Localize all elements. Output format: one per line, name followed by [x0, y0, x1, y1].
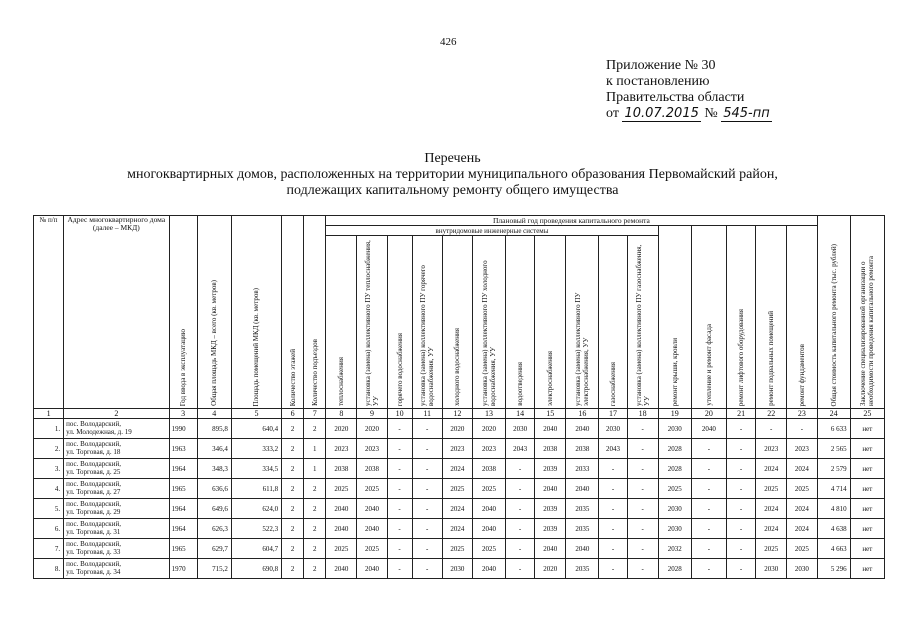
table-cell: 2024 [756, 459, 787, 479]
table-cell: - [412, 539, 442, 559]
address-settlement: пос. Володарский, [66, 480, 121, 488]
table-cell: - [727, 539, 756, 559]
header-gas: газоснабжения [599, 236, 627, 409]
table-cell: 2020 [326, 419, 357, 439]
table-cell: 2030 [506, 419, 535, 439]
column-number: 11 [412, 409, 442, 419]
table-cell: - [691, 499, 726, 519]
table-cell: 346,4 [197, 439, 231, 459]
header-total-cost: Общая стоимость капитального ремонта (тыс. рублей) [817, 216, 850, 409]
table-cell: 522,3 [231, 519, 281, 539]
table-cell: - [727, 499, 756, 519]
table-cell: 1963 [169, 439, 197, 459]
appendix-date-line [606, 106, 772, 122]
table-cell: - [387, 559, 412, 579]
table-cell: 895,8 [197, 419, 231, 439]
table-cell: - [627, 539, 658, 559]
table-row [34, 499, 885, 519]
table-cell: 2023 [442, 439, 472, 459]
column-number: 4 [197, 409, 231, 419]
table-cell: 2025 [472, 539, 505, 559]
header-systems-group: внутридомовые инженерные системы [326, 226, 658, 236]
page-number: 426 [440, 36, 457, 48]
address-street: ул. Торговая, д. 33 [66, 547, 121, 556]
row-number: 7. [34, 539, 64, 559]
table-cell: - [691, 539, 726, 559]
row-address [64, 499, 169, 519]
table-row [34, 559, 885, 579]
table-cell: 624,0 [231, 499, 281, 519]
row-address [64, 559, 169, 579]
table-cell: 2035 [566, 499, 599, 519]
table-cell: 2039 [535, 519, 566, 539]
address-settlement: пос. Володарский, [66, 560, 121, 568]
header-year-built: Год ввода в эксплуатацию [169, 216, 197, 409]
table-cell: 604,7 [231, 539, 281, 559]
table-cell: 2025 [658, 479, 691, 499]
column-number: 21 [727, 409, 756, 419]
address-settlement: пос. Володарский, [66, 500, 121, 508]
column-number: 13 [472, 409, 505, 419]
table-cell: 2040 [357, 499, 387, 519]
appendix-title: Приложение № 30 [606, 58, 716, 73]
table-cell: 2043 [599, 439, 627, 459]
table-cell: нет [850, 519, 884, 539]
table-cell: 2020 [442, 419, 472, 439]
table-cell: 2040 [566, 419, 599, 439]
table-cell: 2030 [756, 559, 787, 579]
table-cell: 2024 [756, 519, 787, 539]
table-cell: 2024 [442, 519, 472, 539]
address-street: ул. Торговая, д. 18 [66, 447, 121, 456]
table-cell: 2 [282, 479, 304, 499]
header-facade: утепление и ремонт фасада [691, 226, 726, 409]
header-total-area: Общая площадь МКД – всего (кв. метров) [197, 216, 231, 409]
table-cell: 2 565 [817, 439, 850, 459]
table-cell: 2 [282, 539, 304, 559]
table-cell: - [599, 499, 627, 519]
address-settlement: пос. Володарский, [66, 540, 121, 548]
row-number: 4. [34, 479, 64, 499]
table-cell: - [627, 499, 658, 519]
row-address [64, 539, 169, 559]
table-cell: 2040 [326, 499, 357, 519]
table-cell: 2030 [658, 419, 691, 439]
table-cell: 2024 [787, 499, 817, 519]
table-cell: 2040 [566, 539, 599, 559]
column-number: 6 [282, 409, 304, 419]
table-cell: 2025 [326, 539, 357, 559]
table-cell: - [691, 519, 726, 539]
row-number: 8. [34, 559, 64, 579]
table-cell: - [506, 459, 535, 479]
column-number: 5 [231, 409, 281, 419]
table-cell: 649,6 [197, 499, 231, 519]
table-cell: 2 [304, 539, 326, 559]
row-number: 2. [34, 439, 64, 459]
table-cell: 2 [282, 459, 304, 479]
header-cold-water: холодного водоснабжения [442, 236, 472, 409]
table-cell: 2025 [787, 539, 817, 559]
table-cell: - [506, 499, 535, 519]
table-row [34, 479, 885, 499]
table-cell: 2028 [658, 459, 691, 479]
row-address [64, 519, 169, 539]
column-number: 3 [169, 409, 197, 419]
table-cell: нет [850, 539, 884, 559]
header-entrances: Количество подъездов [304, 216, 326, 409]
table-cell: 2030 [599, 419, 627, 439]
table-cell: 611,8 [231, 479, 281, 499]
table-cell: 2 579 [817, 459, 850, 479]
table-cell: 715,2 [197, 559, 231, 579]
header-foundation: ремонт фундаментов [787, 226, 817, 409]
header-gas-meter: установка (замена) коллективного ПУ газоснабжения, УУ [627, 236, 658, 409]
table-cell: - [506, 479, 535, 499]
header-electricity-meter: установка (замена) коллективного ПУ электроснабжения, УУ [566, 236, 599, 409]
row-number: 3. [34, 459, 64, 479]
table-cell: 1 [304, 459, 326, 479]
table-cell: нет [850, 459, 884, 479]
table-cell: - [412, 479, 442, 499]
appendix-block [606, 58, 772, 122]
table-cell: 4 810 [817, 499, 850, 519]
table-cell: 2030 [658, 519, 691, 539]
table-cell: 2040 [472, 499, 505, 519]
column-number: 10 [387, 409, 412, 419]
table-cell: - [387, 459, 412, 479]
column-number: 1 [34, 409, 64, 419]
table-cell: - [412, 499, 442, 519]
table-cell: нет [850, 419, 884, 439]
table-cell: 1965 [169, 479, 197, 499]
table-cell: - [387, 419, 412, 439]
address-settlement: пос. Володарский, [66, 520, 121, 528]
header-sewerage: водоотведения [506, 236, 535, 409]
header-premises-area: Площадь помещений МКД (кв. метров) [231, 216, 281, 409]
column-number: 15 [535, 409, 566, 419]
table-cell: 2038 [357, 459, 387, 479]
table-cell: 2 [304, 559, 326, 579]
table-row [34, 539, 885, 559]
table-cell: 2030 [787, 559, 817, 579]
header-heating-meter: установка (замена) коллективного ПУ теплоснабжения, УУ [357, 236, 387, 409]
table-cell: 2040 [326, 559, 357, 579]
column-number: 9 [357, 409, 387, 419]
header-num: № п/п [34, 216, 64, 409]
column-number: 7 [304, 409, 326, 419]
title-line: Перечень [424, 151, 481, 166]
table-cell: 2024 [442, 459, 472, 479]
table-cell: 2035 [566, 559, 599, 579]
table-cell: - [387, 539, 412, 559]
table-cell: - [387, 479, 412, 499]
table-row [34, 439, 885, 459]
table-cell: - [627, 439, 658, 459]
header-hot-water: горячего водоснабжения [387, 236, 412, 409]
column-number: 20 [691, 409, 726, 419]
table-cell: 2038 [472, 459, 505, 479]
table-cell: 348,3 [197, 459, 231, 479]
table-cell: - [387, 499, 412, 519]
table-cell: - [627, 459, 658, 479]
table-cell: 2 [282, 519, 304, 539]
column-number: 8 [326, 409, 357, 419]
from-label: от [606, 106, 619, 121]
table-cell: 2 [304, 419, 326, 439]
title-line: многоквартирных домов, расположенных на территории муниципального образования Первомайский район, [127, 167, 778, 182]
table-cell: 2040 [535, 479, 566, 499]
table-cell: - [627, 419, 658, 439]
column-number-row [34, 409, 885, 419]
table-cell: 2043 [506, 439, 535, 459]
table-cell: 4 663 [817, 539, 850, 559]
address-street: ул. Торговая, д. 31 [66, 527, 121, 536]
table-cell: 2040 [357, 559, 387, 579]
table-cell: 2025 [787, 479, 817, 499]
table-cell: 2039 [535, 459, 566, 479]
table-cell: - [727, 419, 756, 439]
table-cell: - [691, 559, 726, 579]
table-cell: 2028 [658, 439, 691, 459]
header-cold-water-meter: установка (замена) коллективного ПУ холодного водоснабжения, УУ [472, 236, 505, 409]
table-cell: - [691, 479, 726, 499]
table-cell: 1 [304, 439, 326, 459]
table-cell: 2024 [787, 519, 817, 539]
table-cell: - [506, 539, 535, 559]
handwritten-number: 545-пп [723, 106, 770, 121]
table-cell: 2025 [756, 539, 787, 559]
table-cell: нет [850, 559, 884, 579]
table-cell: - [787, 419, 817, 439]
table-cell: 2023 [756, 439, 787, 459]
table-row [34, 419, 885, 439]
table-cell: - [412, 459, 442, 479]
column-number: 25 [850, 409, 884, 419]
header-basement: ремонт подвальных помещений [756, 226, 787, 409]
table-cell: - [627, 559, 658, 579]
table-cell: 2039 [535, 499, 566, 519]
row-address [64, 479, 169, 499]
address-street: ул. Молодежная, д. 19 [66, 427, 132, 436]
table-cell: 2 [282, 559, 304, 579]
table-cell: 626,3 [197, 519, 231, 539]
table-cell: - [727, 559, 756, 579]
table-cell: 2035 [566, 519, 599, 539]
table-cell: - [727, 459, 756, 479]
handwritten-date: 10.07.2015 [624, 106, 699, 121]
header-hot-water-meter: установка (замена) коллективного ПУ горячего водоснабжения, УУ [412, 236, 442, 409]
table-cell: 1964 [169, 499, 197, 519]
table-cell: - [412, 519, 442, 539]
table-cell: 2025 [326, 479, 357, 499]
table-cell: 334,5 [231, 459, 281, 479]
row-address [64, 459, 169, 479]
table-cell: 2024 [442, 499, 472, 519]
appendix-line: Правительства области [606, 90, 745, 105]
header-heating: теплоснабжения [326, 236, 357, 409]
table-cell: - [727, 439, 756, 459]
column-number: 24 [817, 409, 850, 419]
table-cell: 2020 [472, 419, 505, 439]
header-conclusion: Заключение специализированной организации о необходимости проведения капитального ремонта [850, 216, 884, 409]
table-cell: - [599, 539, 627, 559]
table-cell: 2025 [756, 479, 787, 499]
table-cell: 2040 [357, 519, 387, 539]
table-cell: 2040 [691, 419, 726, 439]
column-number: 23 [787, 409, 817, 419]
table-cell: 2 [304, 479, 326, 499]
table-cell: 5 296 [817, 559, 850, 579]
table-cell: 690,8 [231, 559, 281, 579]
row-number: 6. [34, 519, 64, 539]
table-cell: 2038 [566, 439, 599, 459]
table-cell: - [506, 559, 535, 579]
table-cell: 2040 [535, 539, 566, 559]
document-title [0, 151, 905, 199]
column-number: 18 [627, 409, 658, 419]
table-cell: нет [850, 479, 884, 499]
header-elevator: ремонт лифтового оборудования [727, 226, 756, 409]
row-address [64, 419, 169, 439]
table-cell: - [412, 439, 442, 459]
header-plan-group: Плановый год проведения капитального ремонта [326, 216, 817, 226]
row-number: 5. [34, 499, 64, 519]
table-cell: 4 638 [817, 519, 850, 539]
table-cell: 2020 [357, 419, 387, 439]
houses-table [33, 215, 885, 579]
table-cell: 2025 [442, 479, 472, 499]
table-cell: 629,7 [197, 539, 231, 559]
table-cell: 2040 [566, 479, 599, 499]
table-cell: 4 714 [817, 479, 850, 499]
column-number: 14 [506, 409, 535, 419]
table-cell: 2 [282, 419, 304, 439]
table-row [34, 519, 885, 539]
header-floors: Количество этажей [282, 216, 304, 409]
title-line: подлежащих капитальному ремонту общего имущества [286, 183, 619, 198]
table-cell: 6 633 [817, 419, 850, 439]
table-cell: - [691, 459, 726, 479]
table-cell: 2038 [326, 459, 357, 479]
row-number: 1. [34, 419, 64, 439]
number-label: № [704, 106, 718, 121]
address-settlement: пос. Володарский, [66, 440, 121, 448]
column-number: 16 [566, 409, 599, 419]
table-cell: 2023 [357, 439, 387, 459]
table-cell: 1965 [169, 539, 197, 559]
table-cell: 2030 [442, 559, 472, 579]
table-cell: 2040 [472, 519, 505, 539]
table-cell: - [599, 459, 627, 479]
header-roof: ремонт крыши, кровли [658, 226, 691, 409]
address-street: ул. Торговая, д. 34 [66, 567, 121, 576]
table-cell: 333,2 [231, 439, 281, 459]
table-cell: 1964 [169, 459, 197, 479]
table-cell: - [599, 479, 627, 499]
table-cell: - [412, 559, 442, 579]
table-cell: 1970 [169, 559, 197, 579]
table-cell: 2024 [787, 459, 817, 479]
table-cell: 2 [304, 519, 326, 539]
table-cell: 2025 [442, 539, 472, 559]
table-cell: - [727, 479, 756, 499]
table-cell: 2040 [472, 559, 505, 579]
table-cell: 640,4 [231, 419, 281, 439]
address-street: ул. Торговая, д. 27 [66, 487, 121, 496]
table-cell: - [691, 439, 726, 459]
table-cell: 2028 [658, 559, 691, 579]
column-number: 17 [599, 409, 627, 419]
address-street: ул. Торговая, д. 25 [66, 467, 121, 476]
table-cell: 2023 [326, 439, 357, 459]
table-cell: нет [850, 439, 884, 459]
address-settlement: пос. Володарский, [66, 420, 121, 428]
table-cell: - [727, 519, 756, 539]
address-settlement: пос. Володарский, [66, 460, 121, 468]
table-cell: 2 [282, 499, 304, 519]
table-cell: 636,6 [197, 479, 231, 499]
table-cell: 1990 [169, 419, 197, 439]
table-cell: - [599, 559, 627, 579]
column-number: 2 [64, 409, 169, 419]
column-number: 12 [442, 409, 472, 419]
table-cell: 2 [304, 499, 326, 519]
table-cell: 2033 [566, 459, 599, 479]
table-cell: 2025 [357, 479, 387, 499]
table-cell: 2025 [472, 479, 505, 499]
table-cell: 2023 [787, 439, 817, 459]
table-row [34, 459, 885, 479]
address-street: ул. Торговая, д. 29 [66, 507, 121, 516]
table-cell: 2024 [756, 499, 787, 519]
table-cell: 1964 [169, 519, 197, 539]
column-number: 19 [658, 409, 691, 419]
header-electricity: электроснабжения [535, 236, 566, 409]
table-cell: - [387, 519, 412, 539]
table-cell: - [506, 519, 535, 539]
table-cell: 2032 [658, 539, 691, 559]
table-cell: - [412, 419, 442, 439]
table-cell: нет [850, 499, 884, 519]
row-address [64, 439, 169, 459]
table-cell: 2020 [535, 559, 566, 579]
table-cell: - [599, 519, 627, 539]
table-cell: - [627, 479, 658, 499]
table-cell: - [756, 419, 787, 439]
table-cell: 2030 [658, 499, 691, 519]
table-cell: 2038 [535, 439, 566, 459]
appendix-line: к постановлению [606, 74, 710, 89]
header-address: Адрес многоквартирного дома (далее – МКД) [64, 216, 169, 409]
table-cell: 2023 [472, 439, 505, 459]
column-number: 22 [756, 409, 787, 419]
table-cell: 2040 [535, 419, 566, 439]
table-cell: - [627, 519, 658, 539]
table-cell: 2025 [357, 539, 387, 559]
table-cell: - [387, 439, 412, 459]
table-cell: 2040 [326, 519, 357, 539]
table-cell: 2 [282, 439, 304, 459]
